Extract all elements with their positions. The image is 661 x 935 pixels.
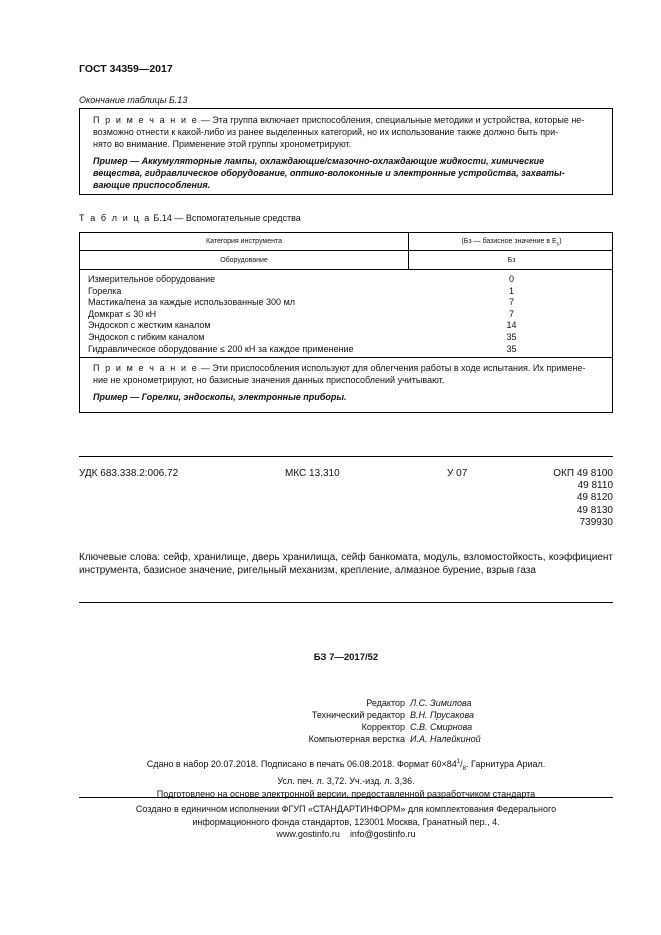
note-line-2: ние не хронометрируют, но базисные значения данных приспособлений учитывают. xyxy=(93,375,445,385)
table-row-name: Эндоскоп с гибким каналом xyxy=(88,332,205,342)
table-b13-note-box xyxy=(79,108,613,195)
note-line-2: возможно отнести к какой-либо из ранее выделенных категорий, но их использование также должно быть при- xyxy=(93,127,559,137)
example-line-3: вающие приспособления. xyxy=(93,180,211,190)
header-category: Категория инструмента xyxy=(206,238,282,245)
note-line-1: П р и м е ч а н и е — Эта группа включает приспособления, специальные методики и устройства, которые не- xyxy=(93,115,585,125)
table-row-name: Горелка xyxy=(88,285,122,296)
table-row-name: Измерительное оборудование xyxy=(88,274,216,284)
table-row-name: Гидравлическое оборудование ≤ 200 кН за каждое применение xyxy=(88,343,354,354)
imprint: Сдано в набор 20.07.2018. Подписано в печать 06.08.2018. Формат $60\times 84^1/_8$. Гарнитура Ариал. Усл. печ. л. 3,72. Уч.-изд. л. 3,36. Подготовлено на основе электронной версии, предоставленной разработчиком стандарта xyxy=(146,759,546,799)
table-row-value: 7 xyxy=(508,308,514,319)
site-link[interactable]: www.gostinfo.ru xyxy=(276,829,340,839)
table-b14 xyxy=(79,232,613,413)
example-line-2: вещества, гидравлическое оборудование, оптико-волоконные и электронные устройства, захваты- xyxy=(93,168,565,178)
table-row-value: 35 xyxy=(506,332,517,342)
mks-code: МКС 13.310 xyxy=(285,468,340,479)
header-basic-value: (Бз — базисное значение в $Е_c$) xyxy=(461,238,562,248)
editor-names: Л.С. Зимилова В.Н. Прусакова С.В. Смирнова И.А. Налейкиной xyxy=(410,698,481,744)
table-row-value: 14 xyxy=(506,320,517,331)
publisher-footer: Создано в единичном исполнении ФГУП «СТАНДАРТИНФОРМ» для комплектования Федерального информационного фонда стандартов, 123001 Москва, Гранатный пер., 4. www.gostinfo.ru info@gostinfo.ru xyxy=(135,804,557,839)
table-row-value: 35 xyxy=(506,343,517,354)
u-code: У 07 xyxy=(447,468,468,479)
udk-code: УДК 683.338.2:006.72 xyxy=(79,468,179,479)
divider xyxy=(79,602,613,603)
note-line-3: нято во внимание. Применение этой группы хронометрируют. xyxy=(93,139,352,149)
divider xyxy=(79,456,613,457)
note-line-1: П р и м е ч а н и е — Эти приспособления используют для облегчения работы в ходе испытания. Их примене- xyxy=(93,363,586,373)
table-row-value: 0 xyxy=(508,274,514,284)
editor-roles: Редактор Технический редактор Корректор Компьютерная верстка xyxy=(308,698,405,744)
example-line: Пример — Горелки, эндоскопы, электронные приборы. xyxy=(93,392,347,402)
email-link[interactable]: info@gostinfo.ru xyxy=(349,829,416,839)
table-row-value: 7 xyxy=(508,297,514,308)
okp-codes: ОКП 49 8100 49 8110 49 8120 49 8130 739930 xyxy=(553,468,613,528)
table-row-name: Домкрат ≤ 30 кН xyxy=(88,308,157,319)
header-bz: Бз xyxy=(507,257,516,264)
table-row-value: 1 xyxy=(508,285,514,296)
table-row-name: Эндоскоп с жестким каналом xyxy=(88,320,211,331)
header-equipment: Оборудование xyxy=(220,257,268,264)
document-number: ГОСТ 34359—2017 xyxy=(79,63,173,75)
table-continuation-caption: Окончание таблицы Б.13 xyxy=(79,95,188,105)
bz-number: БЗ 7—2017/52 xyxy=(313,652,379,663)
table-row-name: Мастика/пена за каждые использованные 300 мл xyxy=(88,297,296,308)
table-b14-caption: Т а б л и ц а Б.14 — Вспомогательные средства xyxy=(79,213,301,223)
divider xyxy=(79,797,613,798)
keywords: Ключевые слова: сейф, хранилище, дверь хранилища, сейф банкомата, модуль, взломостойкость, коэффициент инструмента, базисное значение, ригельный механизм, крепление, алмазное бурение, взрыв газа xyxy=(79,552,613,577)
example-line-1: Пример — Аккумуляторные лампы, охлаждающие/смазочно-охлаждающие жидкости, химические xyxy=(93,156,545,166)
